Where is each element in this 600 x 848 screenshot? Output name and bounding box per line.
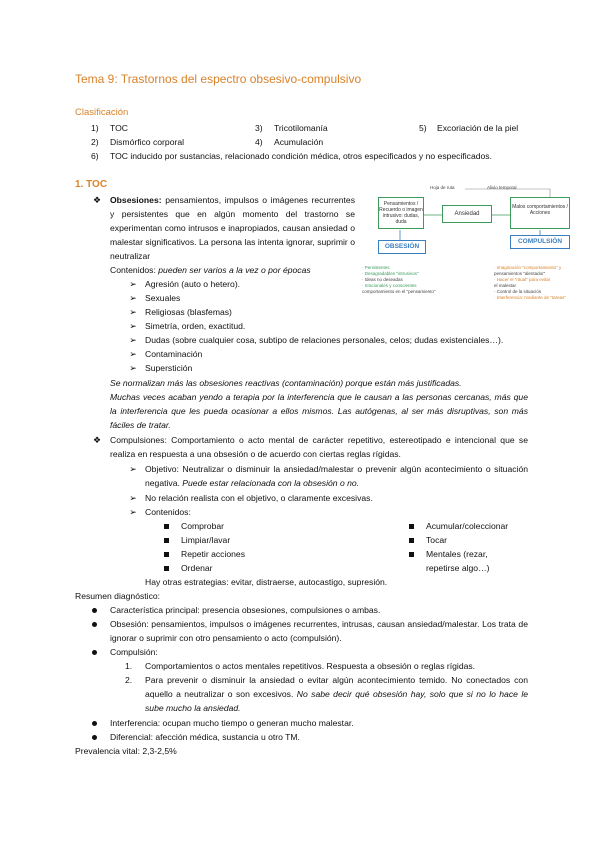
diagram-right-note: el malestar: [494, 283, 517, 288]
resumen-heading: Resumen diagnóstico:: [75, 591, 161, 601]
obsesiones-text: pensamientos, impulsos o imágenes recurrentes y persistentes que en algún momento del trastorno se experimentan como intrusos e inapropiados, causan ansiedad o malestar significativos. La persona las intenta ignorar, suprimir o neutralizar: [110, 195, 356, 261]
obsesiones-paragraph: [110, 193, 355, 263]
clasif-item-5: Excoriación de la piel: [437, 123, 519, 133]
compulsion-contenido-item: Mentales (rezar,: [426, 549, 488, 559]
objetivo-text: Neutralizar o disminuir la ansiedad/malestar o prevenir algún acontecimiento o situación negativa.: [145, 464, 528, 488]
page-title: Tema 9: Trastornos del espectro obsesivo-compulsivo: [75, 72, 362, 86]
obsesion-contenido-item: Religiosas (blasfemas): [145, 307, 232, 317]
obsesion-contenido-item: Sexuales: [145, 293, 181, 303]
compulsion-contenido-item: Tocar: [426, 535, 448, 545]
compulsion-contenido-item: Ordenar: [181, 563, 213, 573]
compulsiones-text: Comportamiento o acto mental de carácter repetitivo, estereotipado e intencional que se realiza en respuesta a una obsesión o de acuerdo con ciertas reglas rígidas.: [110, 435, 529, 459]
compulsion-item-1: Comportamientos o actos mentales repetitivos. Respuesta a obsesión o reglas rígidas.: [145, 661, 476, 671]
objetivo-note: Puede estar relacionada con la obsesión o no.: [182, 478, 360, 488]
arrow-bullet-icon: ➢: [129, 335, 137, 345]
compulsion-item-2: [145, 673, 528, 715]
clasif-item-3: Tricotilomanía: [274, 123, 328, 133]
compulsion-contenido-item: Limpiar/lavar: [181, 535, 231, 545]
clasif-item-1: TOC: [110, 123, 128, 133]
diamond-bullet-icon: ❖: [92, 195, 102, 205]
diagram-left-note: · Desagradables "intrusivos": [362, 271, 419, 276]
diagram-box-comportamientos: Malos comportamientos / Acciones: [510, 197, 570, 229]
compulsion-contenido-item: repetirse algo…): [426, 563, 490, 573]
obsesiones-contenidos: [110, 263, 311, 277]
diagram-left-note: comportamiento en el "pensamiento": [362, 289, 436, 294]
arrow-bullet-icon: ➢: [129, 349, 137, 359]
obsesiones-label: Obsesiones:: [110, 195, 162, 205]
bullet-dot-icon: [89, 645, 99, 659]
diagram-right-notes: [494, 265, 566, 301]
compulsiones-label: Compulsiones:: [110, 435, 167, 445]
obsesion-contenido-item: Agresión (auto o hetero).: [145, 279, 241, 289]
obsesion-contenido-item: Simetría, orden, exactitud.: [145, 321, 246, 331]
diagram-compulsion-box: COMPULSIÓN: [510, 235, 570, 249]
arrow-bullet-icon: ➢: [129, 307, 137, 317]
arrow-bullet-icon: ➢: [129, 507, 137, 517]
clasif-item-3-num: 3): [255, 123, 263, 133]
diagram-left-note: · Ideas no deseadas: [362, 277, 403, 282]
compulsion-item-1-num: 1.: [125, 661, 133, 671]
arrow-bullet-icon: ➢: [129, 464, 137, 474]
diamond-bullet-icon: ❖: [92, 435, 102, 445]
diagram-right-note: pensamientos "alentador": [494, 271, 546, 276]
compulsion-contenido-item: Repetir acciones: [181, 549, 246, 559]
square-bullet-icon: [161, 519, 171, 533]
diagram-box-ansiedad: Ansiedad: [442, 205, 492, 223]
clasif-item-4-num: 4): [255, 137, 263, 147]
clasif-item-6: TOC inducido por sustancias, relacionado condición médica, otros especificados y no especificados.: [110, 151, 492, 161]
diagram-label-top-left: Hoja de ruta: [430, 185, 455, 190]
clasif-item-6-num: 6): [91, 151, 99, 161]
compulsion-contenido-item: Comprobar: [181, 521, 224, 531]
objetivo-label: Objetivo:: [145, 464, 179, 474]
resumen-interferencia: Interferencia: ocupan mucho tiempo o generan mucho malestar.: [110, 718, 354, 728]
compulsiones-contenidos-label: Contenidos:: [145, 507, 191, 517]
diagram-box-pensamientos: Pensamientos / Recuerdo o imagen intrusivo: dudas, duda: [378, 197, 424, 229]
obsesion-contenido-item: Dudas (sobre cualquier cosa, subtipo de relaciones personales, celos; dudas existenciales…).: [145, 335, 504, 345]
contenidos-note: pueden ser varios a la vez o por épocas: [158, 265, 311, 275]
resumen-compulsion-label: Compulsión:: [110, 647, 158, 657]
diagram-obsesion-box: OBSESIÓN: [378, 240, 426, 254]
compulsion-item-2-note: No sabe decir qué obsesión hay, solo que si no lo hace le sube mucho la ansiedad.: [145, 689, 529, 713]
resumen-obsesion: Obsesión: pensamientos, impulsos o imágenes recurrentes, intrusas, causan ansiedad/malestar. Los trata de ignorar o suprimir con otro pensamiento o acto (compulsión).: [110, 619, 528, 643]
square-bullet-icon: [161, 533, 171, 547]
toc-heading: 1. TOC: [75, 179, 108, 190]
square-bullet-icon: [406, 519, 416, 533]
compulsion-contenido-item: Acumular/coleccionar: [426, 521, 509, 531]
toc-cycle-diagram: [360, 185, 590, 315]
obsesion-contenido-item: Superstición: [145, 363, 193, 373]
square-bullet-icon: [161, 561, 171, 575]
clasif-item-4: Acumulación: [274, 137, 324, 147]
bullet-dot-icon: [89, 730, 99, 744]
clasif-item-2: Dismórfico corporal: [110, 137, 185, 147]
compulsiones-paragraph: [110, 433, 528, 461]
diagram-left-note: · Irracionales y conscientes: [362, 283, 417, 288]
objetivo-paragraph: [145, 462, 528, 490]
estrategias-text: Hay otras estrategias: evitar, distraerse, autocastigo, supresión.: [145, 577, 388, 587]
diagram-right-note: · Control de la situación: [494, 289, 542, 294]
diagram-right-note: · Imaginación "comportamiento" y: [494, 265, 562, 270]
obsesiones-note-2: Muchas veces acaban yendo a terapia por la interferencia que le causan a las personas cercanas, más que la interferencia que les pueda ocasionar a ellos mismos. Las autógenas, al ser más disruptivas, son más fáciles de tratar.: [110, 392, 528, 430]
prevalencia-text: Prevalencia vital: 2,3-2,5%: [75, 746, 177, 756]
bullet-dot-icon: [89, 716, 99, 730]
compulsion-item-2-text: Para prevenir o disminuir la ansiedad o evitar algún acontecimiento temido. No conectados con aquello a neutralizar o son excesivos.: [145, 675, 528, 699]
bullet-dot-icon: [89, 603, 99, 617]
obsesion-contenido-item: Contaminación: [145, 349, 203, 359]
obsesiones-note-1: Se normalizan más las obsesiones reactivas (contaminación) porque están más justificadas.: [110, 378, 462, 388]
clasif-item-2-num: 2): [91, 137, 99, 147]
square-bullet-icon: [406, 533, 416, 547]
arrow-bullet-icon: ➢: [129, 321, 137, 331]
contenidos-label: Contenidos:: [110, 265, 156, 275]
diagram-left-notes: [362, 265, 436, 295]
square-bullet-icon: [406, 547, 416, 561]
diagram-right-note: · Hacer el "ritual" para evitar: [494, 277, 551, 282]
resumen-caracteristica: Característica principal: presencia obsesiones, compulsiones o ambas.: [110, 605, 381, 615]
arrow-bullet-icon: ➢: [129, 493, 137, 503]
square-bullet-icon: [161, 547, 171, 561]
clasificacion-heading: Clasificación: [75, 107, 129, 118]
no-relacion-text: No relación realista con el objetivo, o claramente excesivas.: [145, 493, 373, 503]
diagram-left-note: · Persistentes: [362, 265, 390, 270]
clasif-item-1-num: 1): [91, 123, 99, 133]
arrow-bullet-icon: ➢: [129, 293, 137, 303]
resumen-diferencial: Diferencial: afección médica, sustancia u otro TM.: [110, 732, 300, 742]
diagram-label-top-right: Alivio temporal: [487, 185, 517, 190]
arrow-bullet-icon: ➢: [129, 363, 137, 373]
compulsion-item-2-num: 2.: [125, 675, 133, 685]
bullet-dot-icon: [89, 617, 99, 631]
diagram-right-note: · Interferencia: mediante de "tareas": [494, 295, 566, 300]
clasif-item-5-num: 5): [419, 123, 427, 133]
arrow-bullet-icon: ➢: [129, 279, 137, 289]
